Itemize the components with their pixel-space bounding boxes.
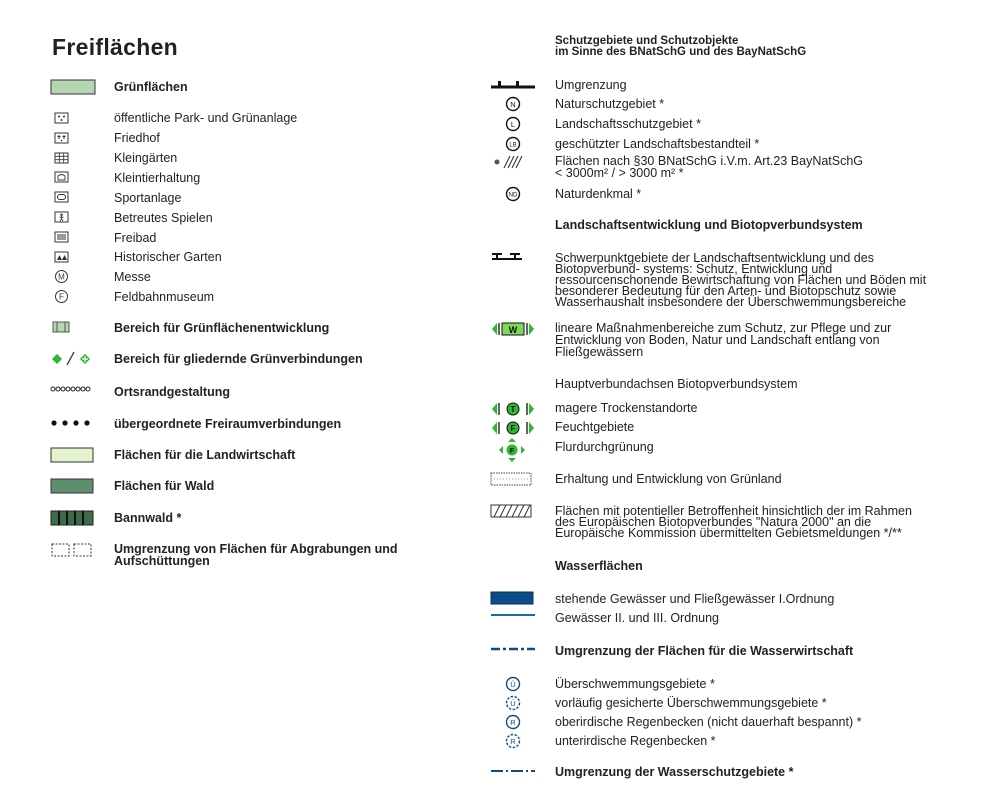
- railway-museum-icon: [54, 289, 114, 311]
- legend-natura2000-line2: des Europäischen Biotopverbundes "Natura 2000" an die: [555, 515, 872, 529]
- legend-wasserschutzgebiete: Umgrenzung der Wasserschutzgebiete *: [555, 765, 794, 779]
- legend-vorlaeufig: vorläufig gesicherte Überschwemmungsgebiete *: [555, 696, 827, 710]
- legend-gruenland: Erhaltung und Entwicklung von Grünland: [555, 472, 782, 486]
- legend-wald: Flächen für Wald: [114, 479, 215, 493]
- legend-umgrenzung: Umgrenzung: [555, 78, 627, 92]
- park-icon: [54, 112, 114, 134]
- legend-flaechen-30-line2: < 3000m² / > 3000 m² *: [555, 166, 684, 180]
- section-header-line1: Schutzgebiete und Schutzobjekte: [555, 35, 739, 47]
- biotope-hatch-icon: [490, 154, 550, 176]
- legend-abgrabungen-line1: Umgrenzung von Flächen für Abgrabungen und: [114, 542, 398, 556]
- fair-icon: [54, 269, 114, 291]
- legend-landschaftsbestandteil: geschützter Landschaftsbestandteil *: [555, 137, 760, 151]
- dry-site-axis-icon-letter: T: [510, 405, 516, 414]
- legend-abgrabungen-line2: Aufschüttungen: [114, 554, 210, 568]
- section-wasserflaechen: Wasserflächen: [555, 559, 643, 573]
- legend-freibad: Freibad: [114, 231, 157, 245]
- legend-flaechen-30-line1: Flächen nach §30 BNatSchG i.V.m. Art.23 BayNatSchG: [555, 154, 864, 168]
- pool-icon: [54, 231, 114, 253]
- legend-flurdurchgruenung: Flurdurchgrünung: [555, 440, 654, 454]
- natural-monument-icon-letter: ND: [508, 192, 518, 199]
- legend-linear-line1: lineare Maßnahmenbereiche zum Schutz, zur Pflege und zur: [555, 321, 892, 335]
- legend-historischer-garten: Historischer Garten: [114, 250, 222, 264]
- legend-linear-line3: Fließgewässern: [555, 345, 644, 359]
- greening-icon: [497, 437, 557, 459]
- green-development-icon: [52, 320, 112, 342]
- natura2000-hatch-icon: [490, 503, 550, 525]
- legend-natura2000-line3: Europäische Kommission übermittelten Gebietsmeldungen */**: [555, 526, 902, 540]
- legend-ueberschwemmung: Überschwemmungsgebiete *: [555, 677, 715, 691]
- fair-icon-letter: M: [58, 272, 65, 282]
- protected-forest-swatch: [50, 510, 110, 532]
- water-body-swatch: [490, 590, 550, 612]
- legend-naturdenkmal: Naturdenkmal *: [555, 187, 642, 201]
- section-header-line2: im Sinne des BNatSchG und des BayNatSchG: [555, 46, 807, 58]
- surface-retention-basin-icon-letter: R: [510, 718, 516, 727]
- underground-retention-basin-icon-letter: R: [510, 737, 516, 746]
- legend-schwerpunkt-line3: ressourcenschonende Bewirtschaftung von Flächen und Böden mit: [555, 273, 927, 287]
- stream-line-icon: [490, 610, 550, 632]
- playground-icon: [54, 211, 114, 233]
- landscape-protection-icon-letter: L: [510, 119, 516, 129]
- legend-feldbahnmuseum: Feldbahnmuseum: [114, 290, 215, 304]
- legend-kleingaerten: Kleingärten: [114, 151, 178, 165]
- linear-measure-icon: [490, 320, 550, 342]
- legend-messe: Messe: [114, 270, 151, 284]
- railway-museum-icon-letter: F: [59, 292, 64, 302]
- village-edge-icon: [50, 384, 110, 406]
- legend-natura2000-line1: Flächen mit potentieller Betroffenheit hinsichtlich der im Rahmen: [555, 504, 912, 518]
- linear-measure-icon-letter: W: [508, 325, 518, 335]
- wetland-axis-icon-letter: F: [510, 424, 516, 433]
- grassland-swatch: [490, 471, 550, 493]
- legend-schwerpunkt-line1: Schwerpunktgebiete der Landschaftsentwicklung und des: [555, 251, 874, 265]
- excavation-boundary-icon: [50, 542, 110, 564]
- legend-ortsrandgestaltung: Ortsrandgestaltung: [114, 385, 230, 399]
- sports-icon: [54, 191, 114, 213]
- legend-linear-line2: Entwicklung von Boden, Natur und Landschaft entlang von: [555, 333, 880, 347]
- water-protection-boundary-icon: [490, 766, 550, 788]
- legend-landwirtschaft: Flächen für die Landwirtschaft: [114, 448, 296, 462]
- page-title: Freiflächen: [52, 34, 179, 60]
- legend-landschaftsschutzgebiet: Landschaftsschutzgebiet *: [555, 117, 701, 131]
- legend-gruenverbindungen: Bereich für gliedernde Grünverbindungen: [114, 352, 363, 366]
- legend-schwerpunkt-line2: Biotopverbund- systems: Schutz, Entwicklung und: [555, 262, 833, 276]
- legend-freiraumverbindungen: übergeordnete Freiraumverbindungen: [114, 417, 342, 431]
- legend-naturschutzgebiet: Naturschutzgebiet *: [555, 97, 665, 111]
- section-landschaftsentwicklung: Landschaftsentwicklung und Biotopverbundsystem: [555, 218, 863, 232]
- green-area-swatch: [50, 79, 110, 101]
- provisional-flood-area-icon-letter: Ü: [510, 699, 516, 708]
- legend-kleintierhaltung: Kleintierhaltung: [114, 171, 201, 185]
- open-space-dots-icon: [50, 418, 110, 440]
- legend-hauptverbundachsen: Hauptverbundachsen Biotopverbundsystem: [555, 377, 798, 391]
- legend-trockenstandorte: magere Trockenstandorte: [555, 401, 698, 415]
- water-management-boundary-icon: [490, 644, 550, 666]
- protected-landscape-element-icon-letter: LB: [509, 142, 517, 149]
- legend-betreutes-spielen: Betreutes Spielen: [114, 211, 213, 225]
- nature-reserve-icon-letter: N: [510, 99, 516, 109]
- forest-swatch: [50, 478, 110, 500]
- cemetery-icon: [54, 132, 114, 154]
- legend-unterirdische-regenbecken: unterirdische Regenbecken *: [555, 734, 716, 748]
- legend-gewaesser-2: Gewässer II. und III. Ordnung: [555, 611, 719, 625]
- legend-park: öffentliche Park- und Grünanlage: [114, 111, 298, 125]
- legend-feuchtgebiete: Feuchtgebiete: [555, 420, 635, 434]
- flood-area-icon-letter: Ü: [510, 680, 516, 689]
- legend-schwerpunkt-line4: besonderer Bedeutung für den Arten- und Biotopschutz sowie: [555, 284, 897, 298]
- legend-oberirdische-regenbecken: oberirdische Regenbecken (nicht dauerhaft bespannt) *: [555, 715, 862, 729]
- legend-gruenflaechen: Grünflächen: [114, 80, 188, 94]
- legend-bannwald: Bannwald *: [114, 511, 182, 525]
- focus-area-icon: [490, 250, 550, 272]
- green-connection-icon: [50, 350, 110, 372]
- legend-gewaesser-1: stehende Gewässer und Fließgewässer I.Ordnung: [555, 592, 835, 606]
- animal-keeping-icon: [54, 171, 114, 193]
- legend-wasserwirtschaft: Umgrenzung der Flächen für die Wasserwirtschaft: [555, 644, 854, 658]
- legend-schwerpunkt-line5: Wasserhaushalt insbesondere der Überschwemmungsbereiche: [555, 295, 907, 309]
- legend-friedhof: Friedhof: [114, 131, 160, 145]
- legend-gruenflaechenentwicklung: Bereich für Grünflächenentwicklung: [114, 321, 330, 335]
- agriculture-swatch: [50, 447, 110, 469]
- legend-sportanlage: Sportanlage: [114, 191, 182, 205]
- greening-icon-letter: F: [509, 446, 515, 455]
